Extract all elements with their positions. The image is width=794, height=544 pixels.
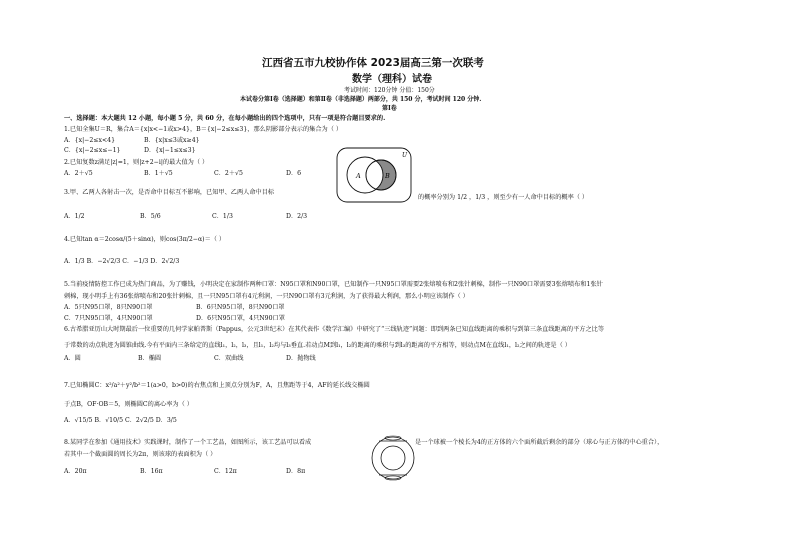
q3-opt-a: A．1/2 — [64, 213, 85, 220]
q6-opt-a: A．圆 — [64, 355, 81, 362]
q7-stem-line1: 7.已知椭圆C：x²/a²＋y²/b²＝1(a>0，b>0)的右焦点和上顶点分别为F，A，且焦距等于4，AF的延长线交椭圆 — [64, 382, 370, 389]
q6-opt-d: D．抛物线 — [286, 355, 316, 362]
q6-opt-b: B．椭圆 — [138, 355, 162, 362]
q8-opt-d: D．8π — [286, 468, 306, 475]
q8-stem-line1-continued: 是一个球被一个棱长为4的正方体的六个面所截后剩余的部分（球心与正方体的中心重合）， — [415, 439, 664, 446]
q5-opt-c: C．7只N95口罩，4只N90口罩 — [64, 315, 153, 322]
q1-opt-d: D．{x|−1≤x≤3} — [144, 147, 196, 154]
q8-stem-line2: 若其中一个截面圆的周长为2π，则该球的表面积为（ ） — [64, 451, 217, 458]
q3-opt-c: C．1/3 — [212, 213, 233, 220]
section-heading: 一、选择题：本大题共 12 小题，每小题 5 分，共 60 分，在每小题给出的四个选项中，只有一项是符合题目要求的. — [64, 115, 386, 122]
q1-opt-c: C．{x|−2≤x≤−1} — [64, 147, 121, 154]
exam-instructions: 本试卷分第Ⅰ卷（选择题）和第Ⅱ卷（非选择题）两部分，共 150 分，考试时间 120 分钟. — [240, 96, 482, 103]
q2-stem: 2.已知复数z满足|z|=1，则|z+2−i|的最大值为（ ） — [64, 159, 209, 166]
q3-opt-b: B．5/6 — [140, 213, 161, 220]
cross-section-circle — [381, 446, 405, 470]
q5-opt-b: B．6只N95口罩，8只N90口罩 — [196, 304, 285, 311]
q2-opt-a: A．2＋√5 — [64, 170, 93, 177]
venn-label-u: U — [402, 152, 408, 159]
exam-time: 考试时间：120分钟 分值：150分 — [344, 87, 435, 94]
q4-stem: 4.已知tan α＝2cosα/(5＋sinα)，则cos(3π/2−α)＝（ ） — [64, 236, 226, 243]
sphere-outline — [372, 437, 414, 479]
q1-opt-a: A．{x|−2≤x<4} — [64, 137, 116, 144]
q4-options: A．1/3 B．−2√2/3 C．−1/3 D．2√2/3 — [64, 258, 180, 265]
q8-stem-line1: 8.某同学在参加《通用技术》实践课时，制作了一个工艺品，如图所示，该工艺品可以看成 — [64, 439, 312, 446]
q6-opt-c: C．双曲线 — [214, 355, 244, 362]
volume-label: 第Ⅰ卷 — [382, 105, 397, 112]
q2-opt-c: C．2＋√5 — [214, 170, 243, 177]
q2-opt-b: B．1＋√5 — [144, 170, 173, 177]
sphere-cube-figure — [370, 432, 416, 484]
q7-stem-line2: 于点B，OF·OB＝5，则椭圆C的离心率为（ ） — [64, 401, 193, 408]
q8-opt-b: B．16π — [140, 468, 163, 475]
venn-label-b: B — [385, 172, 390, 180]
q5-opt-a: A．5只N95口罩，8只N90口罩 — [64, 304, 153, 311]
q8-opt-c: C．12π — [214, 468, 237, 475]
q8-opt-a: A．20π — [64, 468, 87, 475]
venn-label-a: A — [356, 172, 361, 180]
exam-title: 江西省五市九校协作体 2023届高三第一次联考 — [262, 57, 484, 69]
q5-opt-d: D．6只N95口罩，4只N90口罩 — [196, 315, 285, 322]
q5-stem-line2: 刺棉，现小明手上有36张熔喷布和20张针刺棉，且一只N95口罩有4元利润，一只N90口罩有3元利润，为了获得最大利润，那么小明应该制作（ ） — [64, 293, 469, 300]
q3-opt-d: D．2/3 — [286, 213, 308, 220]
q6-stem-line1: 6.古希腊亚历山大时期最后一位重要的几何学家帕普斯（Pappus，公元3世纪末）在其代表作《数学汇编》中研究了“三线轨迹”问题：即到两条已知直线距离的乘积与到第三条直线距离的平方之比等 — [64, 326, 605, 333]
q3-stem: 3.甲、乙两人各射击一次，是否命中目标互不影响，已知甲、乙两人命中目标 — [64, 189, 275, 196]
q3-stem-continued: 的概率分别为 1/2 ，1/3 ，则至少有一人命中目标的概率（ ） — [418, 194, 589, 201]
q1-stem: 1.已知全集U＝R，集合A＝{x|x<−1或x>4}，B＝{x|−2≤x≤3}，那么阴影部分表示的集合为（ ） — [64, 126, 343, 133]
exam-subtitle: 数学（理科）试卷 — [352, 74, 432, 85]
q6-stem-line2: 于常数的动点轨迹为圆锥曲线.今有平面内三条给定的直线l₁，l₂，l₃，且l₁，l₂均与l₃垂直.若动点M到l₁，l₂的距离的乘积与到l₃的距离的平方相等，则动点M在直线l₁，l₂之间的轨迹是（ ） — [64, 342, 571, 349]
q7-options: A．√15/5 B．√10/5 C．2√2/5 D．3/5 — [64, 417, 177, 424]
venn-diagram — [336, 147, 412, 203]
q5-stem-line1: 5.当前疫情防控工作已成为热门商品，为了赚钱，小明决定在家制作两种口罩：N95口罩和N90口罩，已知制作一只N95口罩需要2张熔喷布和2张针刺棉，制作一只N90口罩需要3张熔喷布和1张针 — [64, 281, 603, 288]
q1-opt-b: B．{x|x≤3或x≥4} — [144, 137, 200, 144]
q2-opt-d: D．6 — [286, 170, 302, 177]
